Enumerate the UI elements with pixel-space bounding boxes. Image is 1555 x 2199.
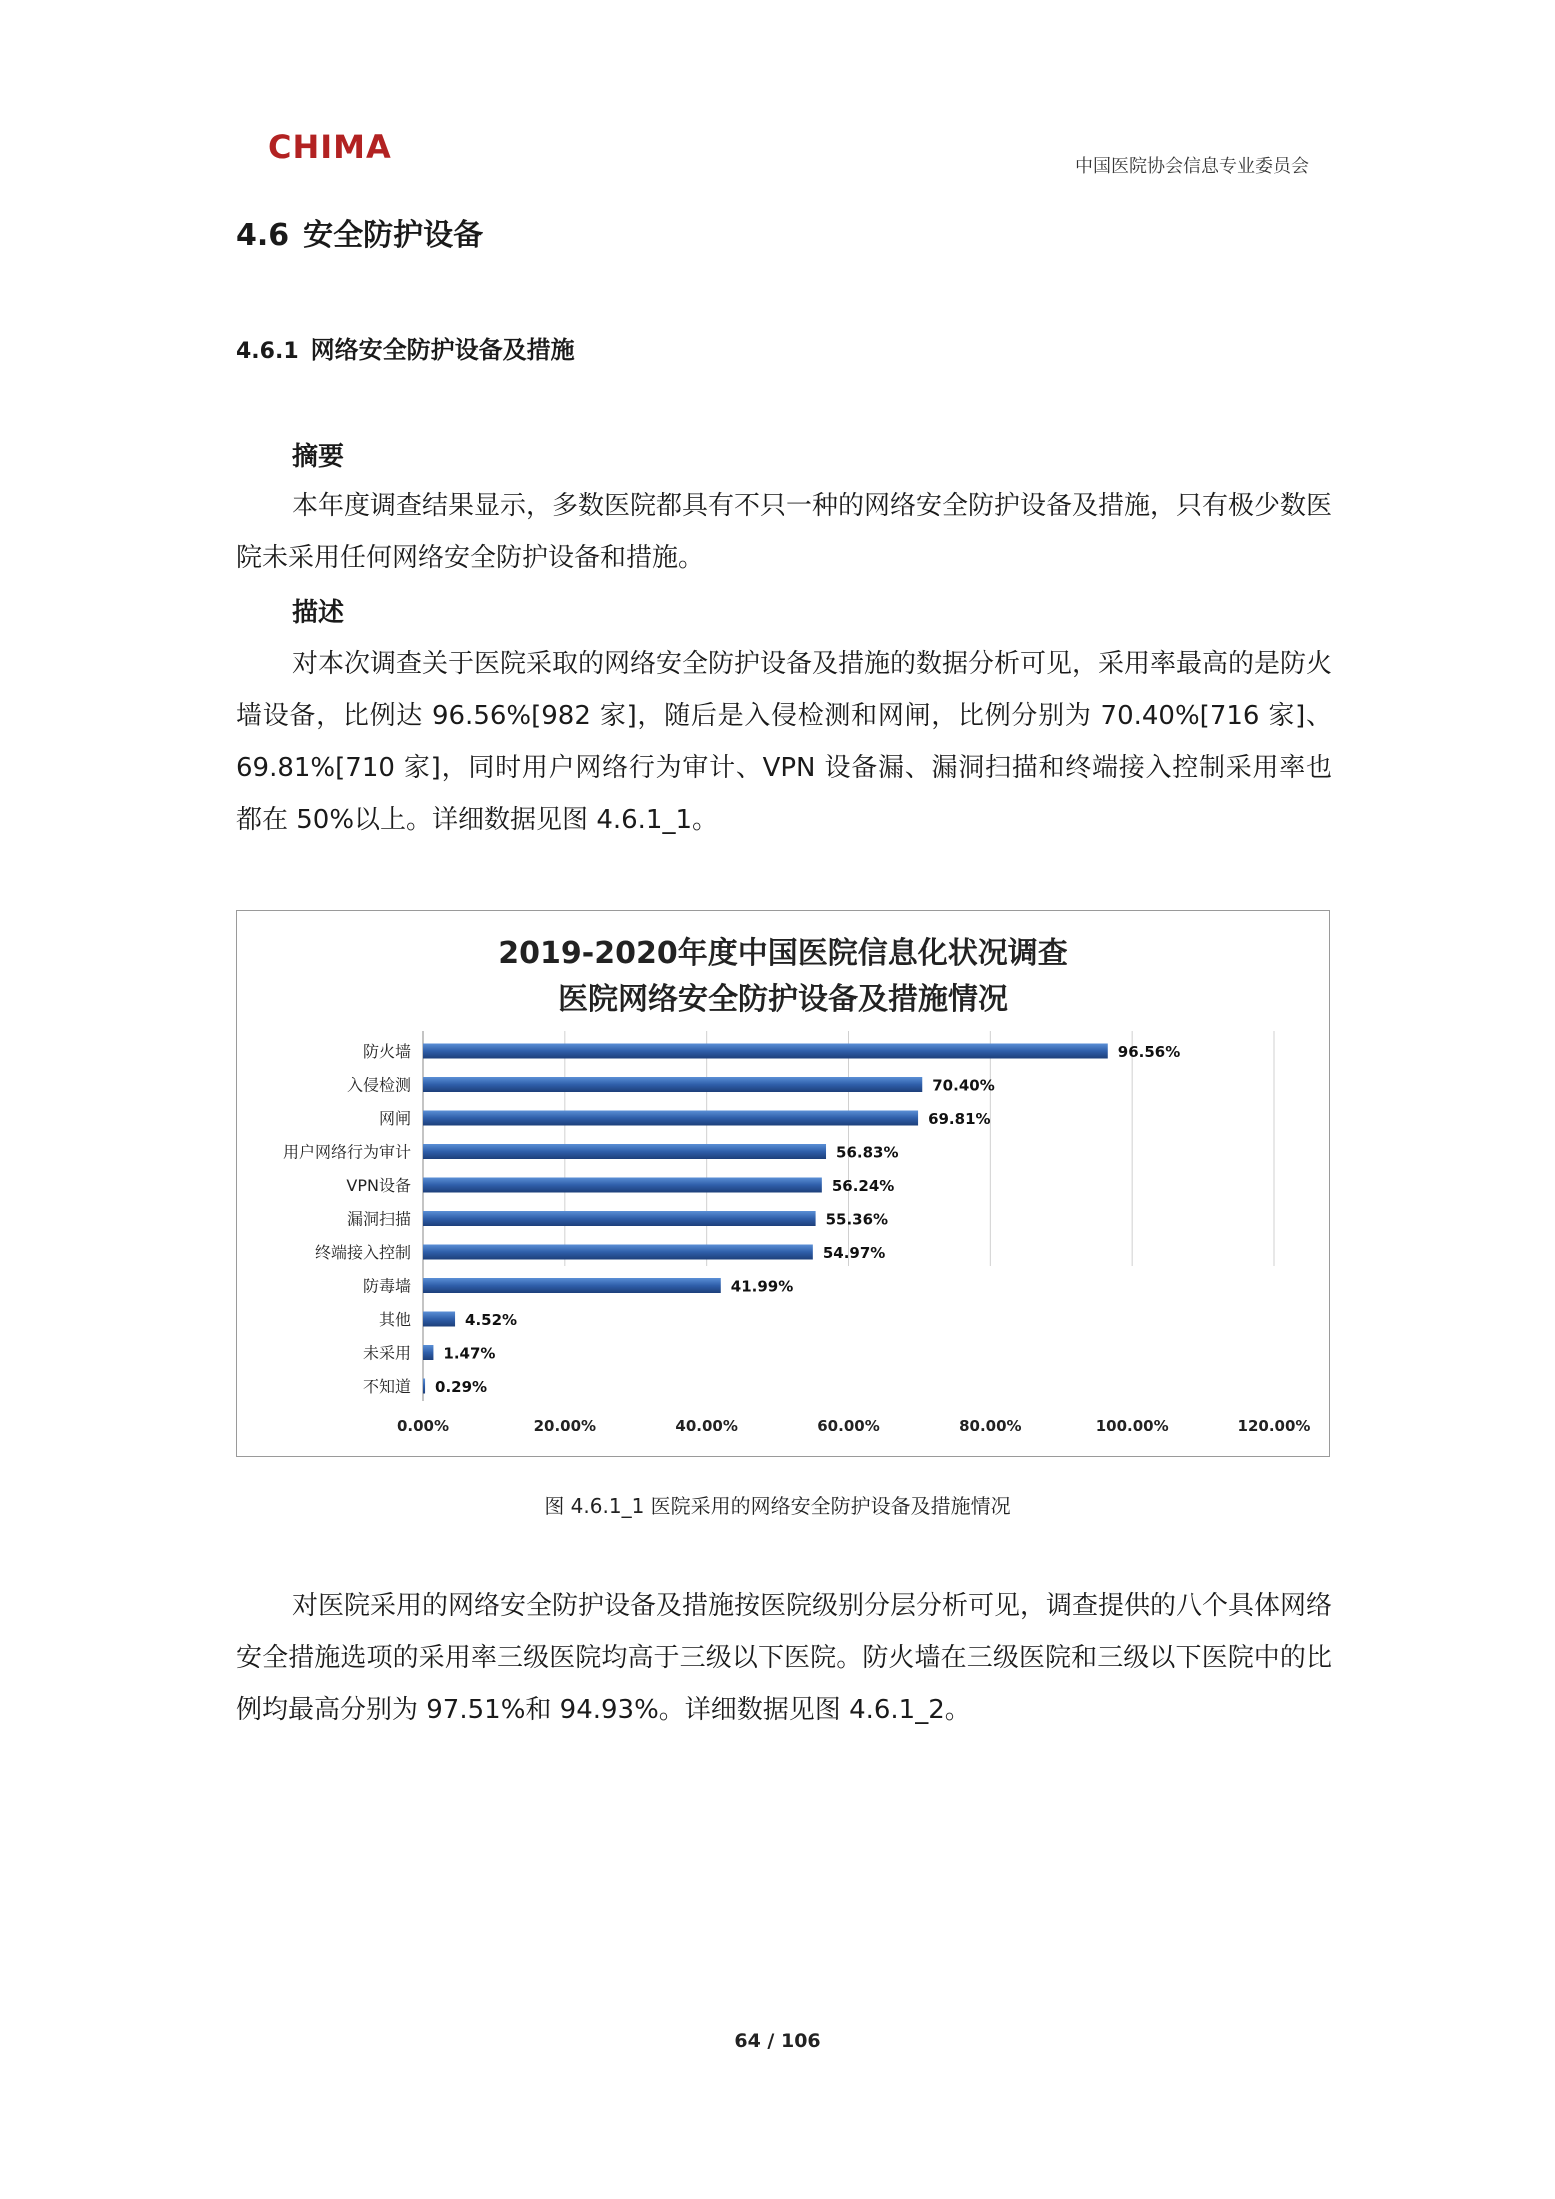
x-tick-label: 120.00% [1237, 1417, 1311, 1435]
figure-caption: 图 4.6.1_1 医院采用的网络安全防护设备及措施情况 [544, 1494, 1011, 1518]
description-paragraph: 对本次调查关于医院采取的网络安全防护设备及措施的数据分析可见，采用率最高的是防火墙设备，比例达 96.56%[982 家]，随后是入侵检测和网闸，比例分别为 70.40%[716 家]、69.81%[710 家]，同时用户网络行为审计、VPN 设备漏、漏洞扫描和终端接入控制采用率也都在 50%以上。详细数据见图 4.6.1_1。 [236, 649, 1333, 835]
bar [423, 1178, 822, 1193]
data-label: 56.83% [836, 1143, 899, 1162]
section-title: 安全防护设备 [303, 218, 484, 253]
x-tick-label: 80.00% [959, 1417, 1022, 1435]
bar [423, 1044, 1108, 1059]
data-label: 96.56% [1117, 1043, 1181, 1061]
category-label: 防火墙 [362, 1042, 411, 1061]
chart-title-line2: 医院网络安全防护设备及措施情况 [558, 982, 1008, 1017]
data-label: 70.40% [932, 1076, 995, 1095]
data-label: 54.97% [822, 1244, 886, 1262]
chima-logo: CHIMA [268, 128, 392, 166]
category-label: 漏洞扫描 [346, 1209, 411, 1229]
x-tick-label: 100.00% [1095, 1417, 1169, 1435]
x-tick-label: 60.00% [817, 1417, 880, 1435]
data-label: 4.52% [465, 1311, 518, 1329]
category-label: VPN设备 [346, 1176, 411, 1195]
category-label: 其他 [378, 1310, 411, 1329]
section-number: 4.6 [236, 218, 290, 253]
bar [423, 1312, 455, 1327]
subsection-number: 4.6.1 [236, 339, 299, 364]
closing-paragraph: 对医院采用的网络安全防护设备及措施按医院级别分层分析可见，调查提供的八个具体网络安全措施选项的采用率三级医院均高于三级以下医院。防火墙在三级医院和三级以下医院中的比例均最高分别为 97.51%和 94.93%。详细数据见图 4.6.1_2。 [236, 1591, 1333, 1725]
subsection-heading [236, 330, 575, 365]
chart-svg [237, 911, 1329, 1456]
x-tick-label: 20.00% [533, 1417, 597, 1435]
category-label: 终端接入控制 [314, 1243, 411, 1262]
description-heading: 描述 [292, 598, 345, 628]
data-label: 56.24% [831, 1177, 895, 1195]
chart-title-line1: 2019-2020年度中国医院信息化状况调查 [498, 936, 1068, 971]
bar [423, 1144, 826, 1159]
category-label: 不知道 [362, 1377, 411, 1396]
category-label: 未采用 [362, 1343, 411, 1363]
bar [423, 1111, 918, 1126]
data-label: 1.47% [443, 1344, 496, 1363]
data-label: 41.99% [730, 1277, 794, 1296]
summary-paragraph: 本年度调查结果显示，多数医院都具有不只一种的网络安全防护设备及措施，只有极少数医院未采用任何网络安全防护设备和措施。 [236, 491, 1333, 573]
bar [423, 1345, 433, 1360]
bar [423, 1077, 922, 1092]
subsection-title: 网络安全防护设备及措施 [310, 336, 575, 364]
page-number: 64 / 106 [734, 2030, 821, 2052]
x-tick-label: 40.00% [675, 1417, 738, 1435]
data-label: 69.81% [928, 1110, 991, 1128]
category-label: 防毒墙 [362, 1276, 411, 1296]
bar-chart [236, 910, 1330, 1457]
section-heading [236, 210, 483, 254]
bar [423, 1379, 425, 1394]
bar [423, 1211, 816, 1226]
data-label: 55.36% [825, 1210, 889, 1229]
category-label: 入侵检测 [346, 1075, 411, 1095]
bar [423, 1278, 721, 1293]
header-organization: 中国医院协会信息专业委员会 [1075, 156, 1309, 177]
x-tick-label: 0.00% [396, 1417, 450, 1435]
category-label: 网闸 [378, 1109, 411, 1128]
summary-heading: 摘要 [292, 442, 345, 472]
bar [423, 1245, 813, 1260]
category-label: 用户网络行为审计 [282, 1142, 411, 1162]
data-label: 0.29% [435, 1378, 488, 1396]
